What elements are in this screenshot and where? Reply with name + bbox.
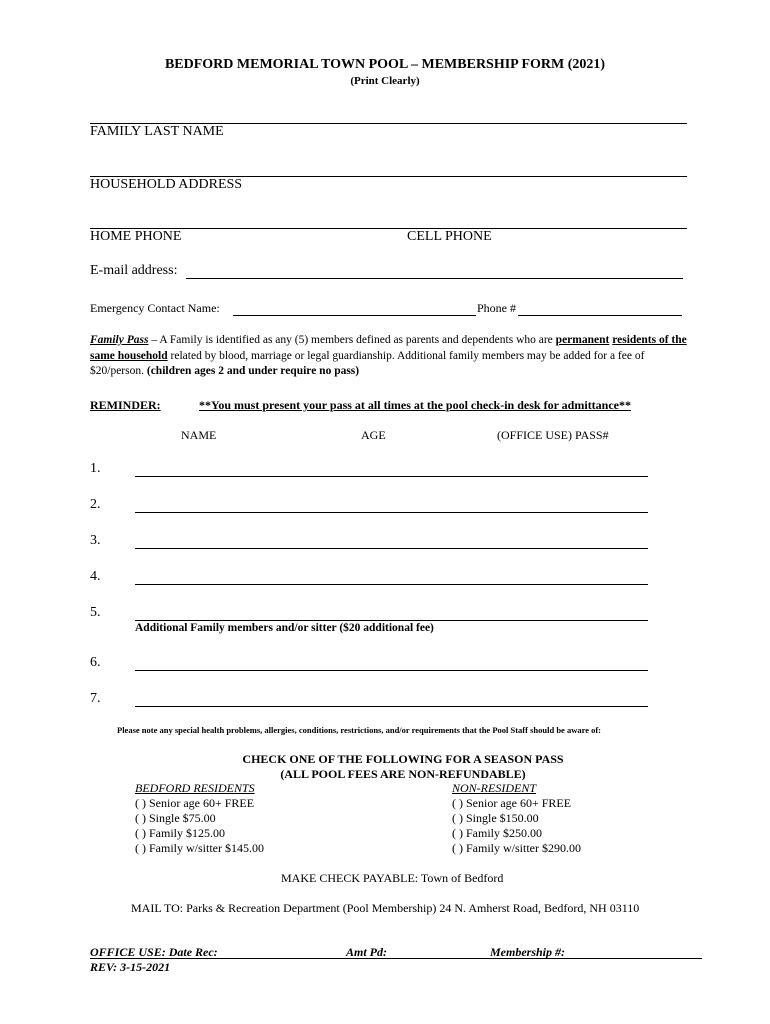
row-number-1: 1. xyxy=(90,461,101,476)
member-line-3[interactable] xyxy=(135,548,648,549)
emergency-contact-label: Emergency Contact Name: xyxy=(90,301,220,315)
row-number-5: 5. xyxy=(90,605,101,620)
phone-hash-label: Phone # xyxy=(477,301,516,315)
resident-option-single[interactable]: ( ) Single $75.00 xyxy=(135,811,216,825)
nonresident-option-single[interactable]: ( ) Single $150.00 xyxy=(452,811,539,825)
reminder-text: **You must present your pass at all times at the pool check-in desk for admittance** xyxy=(199,398,632,412)
member-line-5[interactable] xyxy=(135,620,648,621)
family-pass-paragraph xyxy=(90,333,688,380)
member-line-2[interactable] xyxy=(135,512,648,513)
family-last-name-label: FAMILY LAST NAME xyxy=(90,124,224,139)
health-note: Please note any special health problems, allergies, conditions, restrictions, and/or requirements that the Pool Staff should be aware of: xyxy=(117,725,602,735)
household-address-label: HOUSEHOLD ADDRESS xyxy=(90,177,243,192)
email-label: E-mail address: xyxy=(90,263,178,278)
nonresident-option-senior[interactable]: ( ) Senior age 60+ FREE xyxy=(452,796,572,810)
permanent-text: permanent xyxy=(555,334,610,346)
family-pass-term: Family Pass xyxy=(90,334,149,346)
children-note: (children ages 2 and under require no pass) xyxy=(146,365,360,377)
member-line-4[interactable] xyxy=(135,584,648,585)
form-title: BEDFORD MEMORIAL TOWN POOL – MEMBERSHIP FORM (2021) xyxy=(164,57,606,72)
emergency-contact-field[interactable] xyxy=(233,315,476,316)
member-line-7[interactable] xyxy=(135,706,648,707)
mail-to-text: MAIL TO: Parks & Recreation Department (Pool Membership) 24 N. Amherst Road, Bedford, NH 03110 xyxy=(131,901,640,915)
row-number-4: 4. xyxy=(90,569,101,584)
member-line-1[interactable] xyxy=(135,476,648,477)
nonresident-title: NON-RESIDENT xyxy=(452,781,536,795)
resident-option-senior[interactable]: ( ) Senior age 60+ FREE xyxy=(135,796,255,810)
reminder-label: REMINDER: xyxy=(90,398,161,412)
nonresident-option-family-sitter[interactable]: ( ) Family w/sitter $290.00 xyxy=(452,841,581,855)
family-pass-text-2: related by blood, marriage or legal guardianship. Additional family members may be added for a fee of $20/person. xyxy=(90,349,645,377)
pass-column-header: (OFFICE USE) PASS# xyxy=(497,428,609,442)
check-payable-text: MAKE CHECK PAYABLE: Town of Bedford xyxy=(281,871,504,885)
family-pass-dash: – xyxy=(148,334,160,346)
resident-option-family[interactable]: ( ) Family $125.00 xyxy=(135,826,225,840)
season-pass-subheading: (ALL POOL FEES ARE NON-REFUNDABLE) xyxy=(280,767,526,781)
resident-option-family-sitter[interactable]: ( ) Family w/sitter $145.00 xyxy=(135,841,264,855)
nonresident-option-family[interactable]: ( ) Family $250.00 xyxy=(452,826,542,840)
cell-phone-label: CELL PHONE xyxy=(407,229,492,244)
revision-date: REV: 3-15-2021 xyxy=(90,960,171,974)
emergency-phone-field[interactable] xyxy=(518,315,682,316)
office-use-amount-label: Amt Pd: xyxy=(346,945,387,959)
office-use-line xyxy=(90,958,702,959)
row-number-7: 7. xyxy=(90,691,101,706)
residents-text: residents of the same household xyxy=(90,334,687,362)
office-use-date-label: OFFICE USE: Date Rec: xyxy=(90,945,218,959)
office-use-membership-label: Membership #: xyxy=(490,945,565,959)
season-pass-heading: CHECK ONE OF THE FOLLOWING FOR A SEASON PASS xyxy=(242,752,564,766)
age-column-header: AGE xyxy=(361,428,386,442)
additional-members-note: Additional Family members and/or sitter ($20 additional fee) xyxy=(135,622,434,634)
home-phone-label: HOME PHONE xyxy=(90,229,182,244)
row-number-6: 6. xyxy=(90,655,101,670)
email-field[interactable] xyxy=(186,278,683,279)
row-number-3: 3. xyxy=(90,533,101,548)
family-pass-text-1: A Family is identified as any (5) members defined as parents and dependents who are xyxy=(159,334,556,346)
row-number-2: 2. xyxy=(90,497,101,512)
residents-title: BEDFORD RESIDENTS xyxy=(135,781,255,795)
member-line-6[interactable] xyxy=(135,670,648,671)
form-subtitle: (Print Clearly) xyxy=(350,75,420,87)
name-column-header: NAME xyxy=(181,428,217,442)
